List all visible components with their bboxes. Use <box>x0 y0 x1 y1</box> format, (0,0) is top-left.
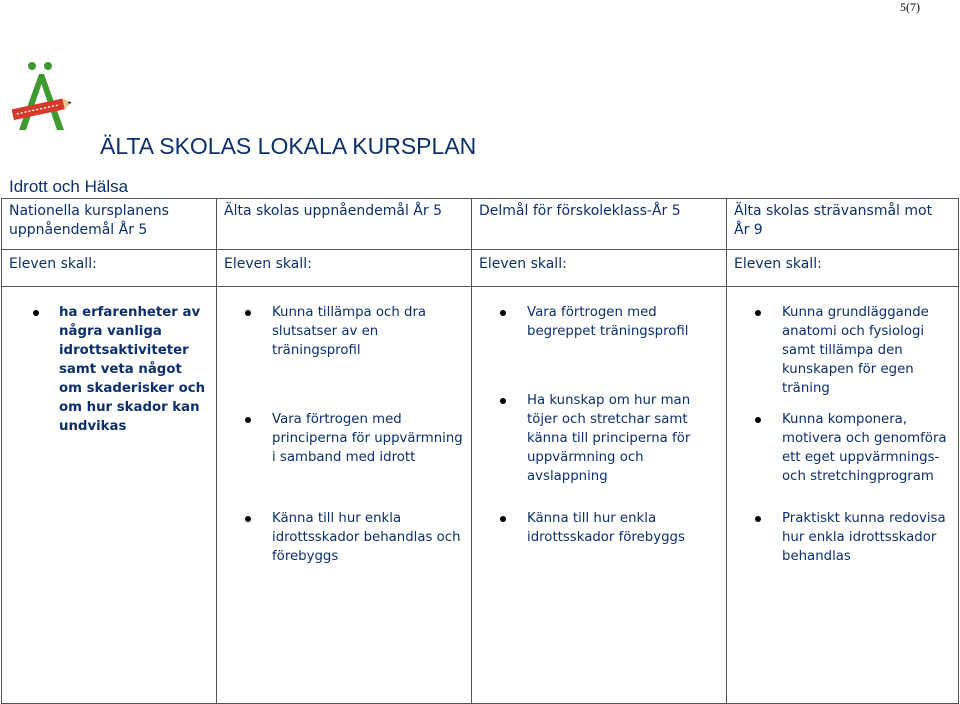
goals-school-y5-cell <box>217 287 472 704</box>
label-aspiration-y9: Eleven skall: <box>727 250 959 287</box>
bullet-icon <box>500 516 506 522</box>
goals-sub-goals-cell <box>472 287 727 704</box>
curriculum-table <box>1 198 959 704</box>
goals-row <box>2 287 959 704</box>
bullet-icon <box>245 310 251 316</box>
bullet-icon <box>33 310 39 316</box>
list-item: Känna till hur enkla idrottsskador förebyggs <box>479 509 718 547</box>
column-header-school-y5: Älta skolas uppnåendemål År 5 <box>217 199 472 250</box>
list-item: Praktiskt kunna redovisa hur enkla idrottsskador behandlas <box>734 509 950 566</box>
list-item: Kunna tillämpa och dra slutsatser av en träningsprofil <box>224 303 463 360</box>
column-header-row <box>2 199 959 250</box>
goals-aspiration-y9-cell <box>727 287 959 704</box>
list-item: Kunna komponera, motivera och genomföra ett eget uppvärmnings- och stretchingprogram <box>734 410 950 486</box>
list-spacer <box>479 488 718 507</box>
goals-national-cell <box>2 287 217 704</box>
list-spacer <box>224 362 463 408</box>
bullet-icon <box>755 310 761 316</box>
bullet-icon <box>755 417 761 423</box>
bullet-icon <box>245 516 251 522</box>
list-spacer <box>734 488 950 507</box>
school-logo <box>8 52 78 134</box>
list-spacer <box>224 469 463 507</box>
list-spacer <box>479 343 718 389</box>
list-item: Vara förtrogen med begreppet träningsprofil <box>479 303 718 341</box>
column-header-aspiration-y9: Älta skolas strävansmål mot År 9 <box>727 199 959 250</box>
bullet-icon <box>245 417 251 423</box>
page-title: ÄLTA SKOLAS LOKALA KURSPLAN <box>100 133 477 159</box>
label-national: Eleven skall: <box>2 250 217 287</box>
column-header-national: Nationella kursplanens uppnåendemål År 5 <box>2 199 217 250</box>
label-school-y5: Eleven skall: <box>217 250 472 287</box>
list-item: Känna till hur enkla idrottsskador behandlas och förebyggs <box>224 509 463 566</box>
label-row <box>2 250 959 287</box>
list-spacer <box>734 400 950 408</box>
label-sub-goals: Eleven skall: <box>472 250 727 287</box>
bullet-icon <box>755 516 761 522</box>
bullet-icon <box>500 310 506 316</box>
column-header-sub-goals: Delmål för förskoleklass-År 5 <box>472 199 727 250</box>
bullet-icon <box>500 398 506 404</box>
list-item: Vara förtrogen med principerna för uppvärmning i samband med idrott <box>224 410 463 467</box>
list-item: Kunna grundläggande anatomi och fysiologi samt tillämpa den kunskapen för egen träning <box>734 303 950 398</box>
subject-title: Idrott och Hälsa <box>9 177 129 196</box>
page-number: 5(7) <box>900 0 920 14</box>
list-item: Ha kunskap om hur man töjer och stretchar samt känna till principerna för uppvärmning och avslappning <box>479 391 718 486</box>
list-item: ha erfarenheter av några vanliga idrottsaktiviteter samt veta något om skaderisker och om hur skador kan undvikas <box>9 303 208 436</box>
